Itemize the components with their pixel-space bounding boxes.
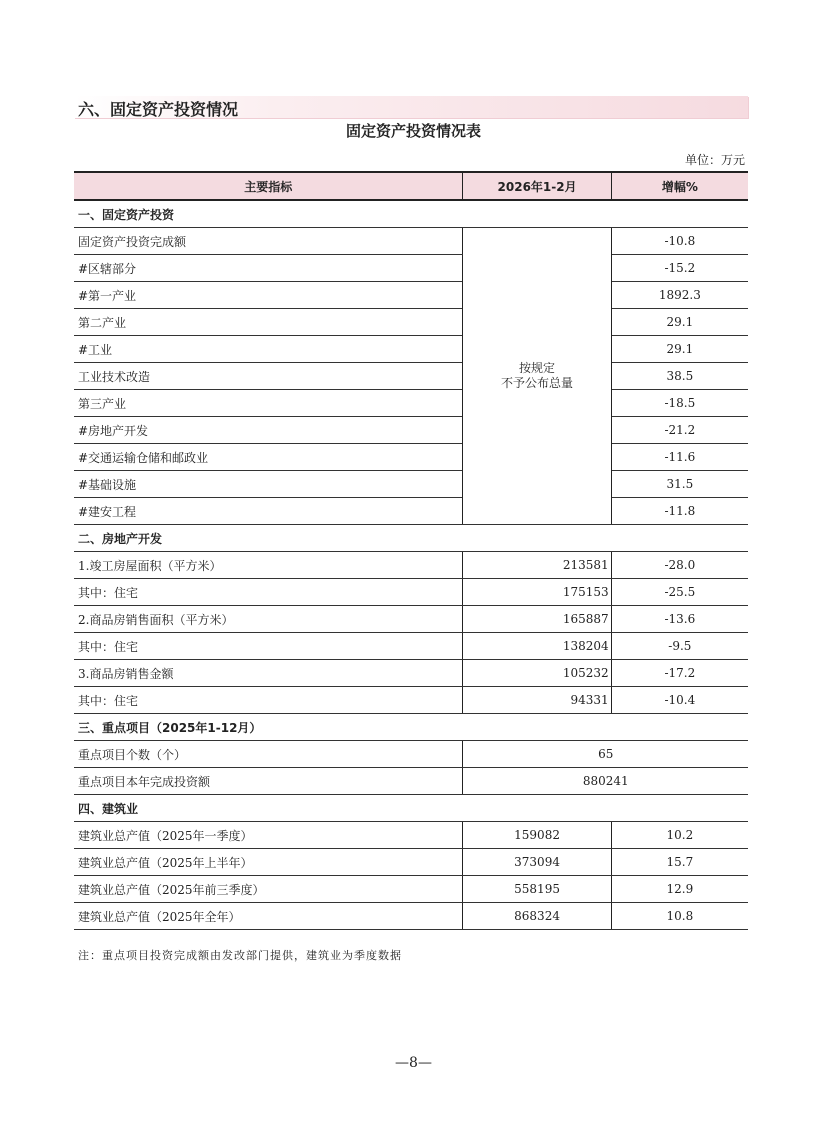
row-label: 第三产业 xyxy=(74,390,463,417)
note-line-2: 不予公布总量 xyxy=(501,376,574,390)
row-label: #建安工程 xyxy=(74,498,463,525)
row-growth: 12.9 xyxy=(611,876,748,903)
row-value: 65 xyxy=(463,741,748,768)
table-row xyxy=(74,444,748,471)
table-title: 固定资产投资情况表 xyxy=(345,122,481,140)
row-label: 固定资产投资完成额 xyxy=(74,228,463,255)
row-label: 工业技术改造 xyxy=(74,363,463,390)
row-label: 建筑业总产值（2025年全年） xyxy=(74,903,463,930)
row-growth: 10.8 xyxy=(611,903,748,930)
table-row xyxy=(74,579,748,606)
table-row xyxy=(74,822,748,849)
table-row xyxy=(74,417,748,444)
row-growth: -9.5 xyxy=(611,633,748,660)
header-indicator: 主要指标 xyxy=(74,172,463,200)
row-growth: -17.2 xyxy=(611,660,748,687)
row-growth: 38.5 xyxy=(611,363,748,390)
table-row xyxy=(74,849,748,876)
table-row xyxy=(74,876,748,903)
row-value: 213581 xyxy=(463,552,611,579)
section-title: 六、固定资产投资情况 xyxy=(78,100,239,119)
row-label: #第一产业 xyxy=(74,282,463,309)
note-line-1: 按规定 xyxy=(519,361,556,375)
table-row xyxy=(74,903,748,930)
row-value: 94331 xyxy=(463,687,611,714)
row-value: 105232 xyxy=(463,660,611,687)
row-growth: -21.2 xyxy=(611,417,748,444)
row-growth: -10.8 xyxy=(611,228,748,255)
section-heading: 一、固定资产投资 xyxy=(74,200,748,228)
row-label: #交通运输仓储和邮政业 xyxy=(74,444,463,471)
header-growth: 增幅% xyxy=(611,172,748,200)
row-label: #区辖部分 xyxy=(74,255,463,282)
table-row xyxy=(74,336,748,363)
row-growth: -10.4 xyxy=(611,687,748,714)
row-value: 880241 xyxy=(463,768,748,795)
row-value: 175153 xyxy=(463,579,611,606)
row-growth: 10.2 xyxy=(611,822,748,849)
unit-label: 单位：万元 xyxy=(684,153,745,167)
row-value: 558195 xyxy=(463,876,611,903)
table-row xyxy=(74,390,748,417)
row-label: 建筑业总产值（2025年前三季度） xyxy=(74,876,463,903)
table-header-row xyxy=(74,172,748,200)
page-number: —8— xyxy=(395,1055,432,1071)
section-row xyxy=(74,795,748,822)
section-row xyxy=(74,714,748,741)
table-row xyxy=(74,255,748,282)
header-period: 2026年1-2月 xyxy=(463,172,611,200)
row-growth: -11.6 xyxy=(611,444,748,471)
row-growth: -18.5 xyxy=(611,390,748,417)
table-row xyxy=(74,228,748,255)
row-growth: 31.5 xyxy=(611,471,748,498)
table-row xyxy=(74,552,748,579)
table-row xyxy=(74,471,748,498)
section-heading: 二、房地产开发 xyxy=(74,525,748,552)
row-growth: -25.5 xyxy=(611,579,748,606)
row-value: 165887 xyxy=(463,606,611,633)
row-label: 其中：住宅 xyxy=(74,579,463,606)
row-label: 其中：住宅 xyxy=(74,687,463,714)
table-row xyxy=(74,498,748,525)
row-label: 重点项目本年完成投资额 xyxy=(74,768,463,795)
row-label: 2.商品房销售面积（平方米） xyxy=(74,606,463,633)
row-label: #基础设施 xyxy=(74,471,463,498)
row-label: #房地产开发 xyxy=(74,417,463,444)
row-label: #工业 xyxy=(74,336,463,363)
row-label: 重点项目个数（个） xyxy=(74,741,463,768)
row-label: 第二产业 xyxy=(74,309,463,336)
table-row xyxy=(74,363,748,390)
row-value: 868324 xyxy=(463,903,611,930)
table-row xyxy=(74,660,748,687)
row-growth: -15.2 xyxy=(611,255,748,282)
table-row xyxy=(74,633,748,660)
table-row xyxy=(74,282,748,309)
table-row xyxy=(74,606,748,633)
footnote: 注：重点项目投资完成额由发改部门提供，建筑业为季度数据 xyxy=(78,949,402,962)
section-heading: 四、建筑业 xyxy=(74,795,748,822)
table-row xyxy=(74,687,748,714)
row-label: 3.商品房销售金额 xyxy=(74,660,463,687)
row-growth: -28.0 xyxy=(611,552,748,579)
table-row xyxy=(74,741,748,768)
suppressed-total-note xyxy=(463,228,611,525)
row-growth: -13.6 xyxy=(611,606,748,633)
table-row xyxy=(74,309,748,336)
row-label: 1.竣工房屋面积（平方米） xyxy=(74,552,463,579)
table-row xyxy=(74,768,748,795)
investment-table xyxy=(74,171,748,930)
row-growth: 29.1 xyxy=(611,309,748,336)
row-growth: 15.7 xyxy=(611,849,748,876)
row-value: 159082 xyxy=(463,822,611,849)
row-value: 138204 xyxy=(463,633,611,660)
row-growth: 29.1 xyxy=(611,336,748,363)
section-heading: 三、重点项目（2025年1-12月） xyxy=(74,714,748,741)
row-growth: 1892.3 xyxy=(611,282,748,309)
row-growth: -11.8 xyxy=(611,498,748,525)
row-label: 其中：住宅 xyxy=(74,633,463,660)
section-row xyxy=(74,525,748,552)
section-row xyxy=(74,200,748,228)
row-label: 建筑业总产值（2025年一季度） xyxy=(74,822,463,849)
row-label: 建筑业总产值（2025年上半年） xyxy=(74,849,463,876)
row-value: 373094 xyxy=(463,849,611,876)
